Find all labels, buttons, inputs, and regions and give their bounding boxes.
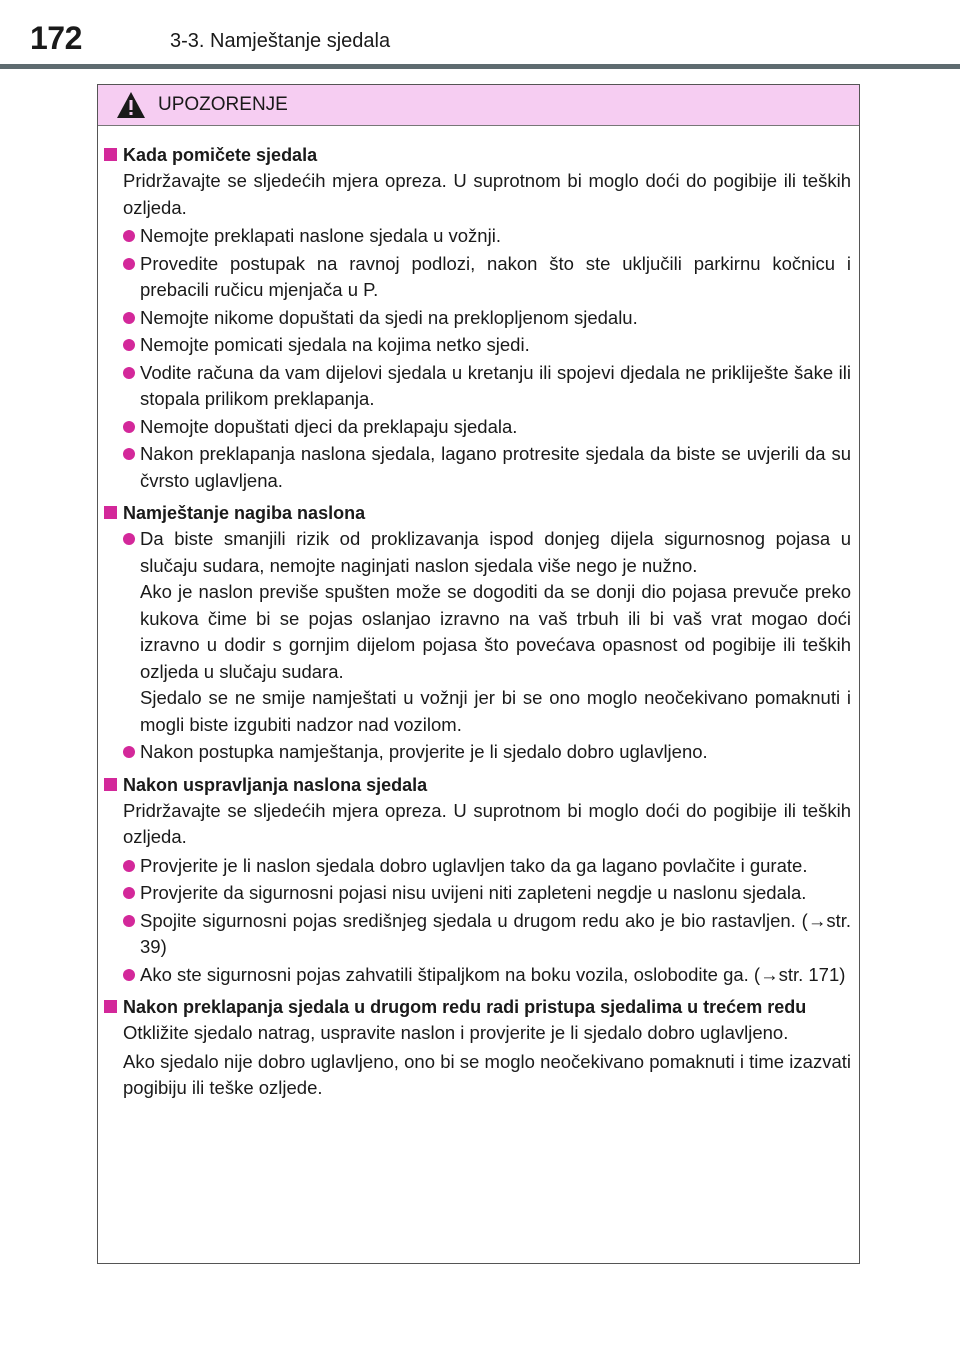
bullet-text [140,223,851,250]
square-bullet-icon [104,506,117,519]
bullet-text [140,526,851,738]
section-heading-text: Nakon preklapanja sjedala u drugom redu radi pristupa sjedalima u trećem redu [123,997,807,1017]
circle-bullet-icon [123,915,135,927]
bullet-item [104,441,851,494]
section-paragraph: Pridržavajte se sljedećih mjera opreza. U suprotnom bi moglo doći do pogibije ili teških ozljeda. [123,170,851,218]
bullet-item [104,360,851,413]
bullet-text-line: Provedite postupak na ravnoj podlozi, nakon što ste uključili parkirnu kočnicu i prebacili ručicu mjenjača u P. [140,252,851,300]
circle-bullet-icon [123,230,135,242]
circle-bullet-icon [123,258,135,270]
bullet-text [140,853,851,880]
bullet-item [104,526,851,738]
page-number: 172 [30,20,82,56]
circle-bullet-icon [123,339,135,351]
section-paragraph: Otkližite sjedalo natrag, uspravite naslon i provjerite je li sjedalo dobro uglavljeno. [123,1022,789,1043]
warning-section [104,772,851,989]
bullet-item [104,251,851,304]
bullet-text-line: Provjerite je li naslon sjedala dobro uglavljen tako da ga lagano povlačite i gurate. [140,854,808,876]
bullet-text-line: Provjerite da sigurnosni pojasi nisu uvijeni niti zapleteni negdje u naslonu sjedala. [140,882,807,903]
section-heading [104,994,851,1020]
bullet-text-line: Nemojte dopuštati djeci da preklapaju sjedala. [140,415,518,437]
square-bullet-icon [104,1000,117,1013]
bullet-text-line: Spojite sigurnosni pojas središnjeg sjedala u drugom redu ako je bio rastavljen. (→str. 39) [140,909,851,957]
bullet-text-line: Nakon preklapanja naslona sjedala, lagano protresite sjedala da biste se uvjerili da su čvrsto uglavljena. [140,443,851,491]
bullet-text-line: Da biste smanjili rizik od proklizavanja ispod donjeg dijela sigurnosnog pojasa u slučaju sudara, nemojte naginjati naslon sjedala više nego je nužno. [140,528,851,576]
warning-section [104,500,851,766]
bullet-text [140,880,851,907]
bullet-text-line: Ako ste sigurnosni pojas zahvatili štipaljkom na boku vozila, oslobodite ga. (→str. 171) [140,963,846,985]
warning-triangle-icon [116,91,146,119]
header-divider [0,64,960,69]
bullet-text-line: Nemojte preklapati naslone sjedala u vožnji. [140,225,501,246]
bullet-text-line: Nemojte nikome dopuštati da sjedi na preklopljenom sjedalu. [140,306,638,328]
bullet-item [104,880,851,907]
square-bullet-icon [104,778,117,791]
bullet-item [104,305,851,332]
warning-body [98,126,859,1102]
bullet-text [140,739,851,766]
bullet-item [104,223,851,250]
bullet-text-line: Nakon postupka namještanja, provjerite je li sjedalo dobro uglavljeno. [140,741,708,762]
bullet-item [104,414,851,441]
section-heading [104,500,851,526]
bullet-item [104,908,851,961]
circle-bullet-icon [123,533,135,545]
warning-header [98,85,859,126]
section-heading [104,142,851,168]
circle-bullet-icon [123,367,135,379]
bullet-text [140,414,851,441]
warning-box [97,84,860,1264]
circle-bullet-icon [123,887,135,899]
bullet-text [140,962,851,989]
circle-bullet-icon [123,746,135,758]
bullet-text-line: Nemojte pomicati sjedala na kojima netko sjedi. [140,334,530,355]
section-heading [104,772,851,798]
bullet-item [104,962,851,989]
circle-bullet-icon [123,448,135,460]
bullet-text-line: Ako je naslon previše spušten može se dogoditi da se donji dio pojasa prevuče preko kukova čime bi se pojas oslanjao izravno na vaš trbuh ili bi vaš vrat mogao doći izravno u dodir s gornjim dijelom pojasa što povećava opasnost od pogibije ili teških ozljeda u slučaju sudara. [140,581,851,682]
bullet-text [140,251,851,304]
bullet-text [140,332,851,359]
section-title: 3-3. Namještanje sjedala [170,30,391,52]
bullet-item [104,332,851,359]
circle-bullet-icon [123,312,135,324]
bullet-text-line: Sjedalo se ne smije namještati u vožnji jer bi se ono moglo neočekivano pomaknuti i mogli biste izgubiti nadzor nad vozilom. [140,687,851,735]
warning-section [104,142,851,494]
circle-bullet-icon [123,860,135,872]
circle-bullet-icon [123,421,135,433]
square-bullet-icon [104,148,117,161]
bullet-item [104,739,851,766]
warning-section [104,994,851,1102]
bullet-item [104,853,851,880]
bullet-text [140,441,851,494]
circle-bullet-icon [123,969,135,981]
warning-label: UPOZORENJE [158,94,288,115]
bullet-text [140,360,851,413]
section-paragraph: Pridržavajte se sljedećih mjera opreza. U suprotnom bi moglo doći do pogibije ili teških ozljeda. [123,799,851,847]
section-heading-text: Namještanje nagiba naslona [123,503,366,523]
bullet-text [140,305,851,332]
bullet-text-line: Vodite računa da vam dijelovi sjedala u kretanju ili spojevi djedala ne prikliješte šake ili stopala prilikom preklapanja. [140,361,851,409]
section-heading-text: Kada pomičete sjedala [123,145,318,165]
section-heading-text: Nakon uspravljanja naslona sjedala [123,774,428,795]
bullet-text [140,908,851,961]
section-paragraph: Ako sjedalo nije dobro uglavljeno, ono bi se moglo neočekivano pomaknuti i time izazvati pogibiju ili teške ozljede. [123,1050,851,1098]
